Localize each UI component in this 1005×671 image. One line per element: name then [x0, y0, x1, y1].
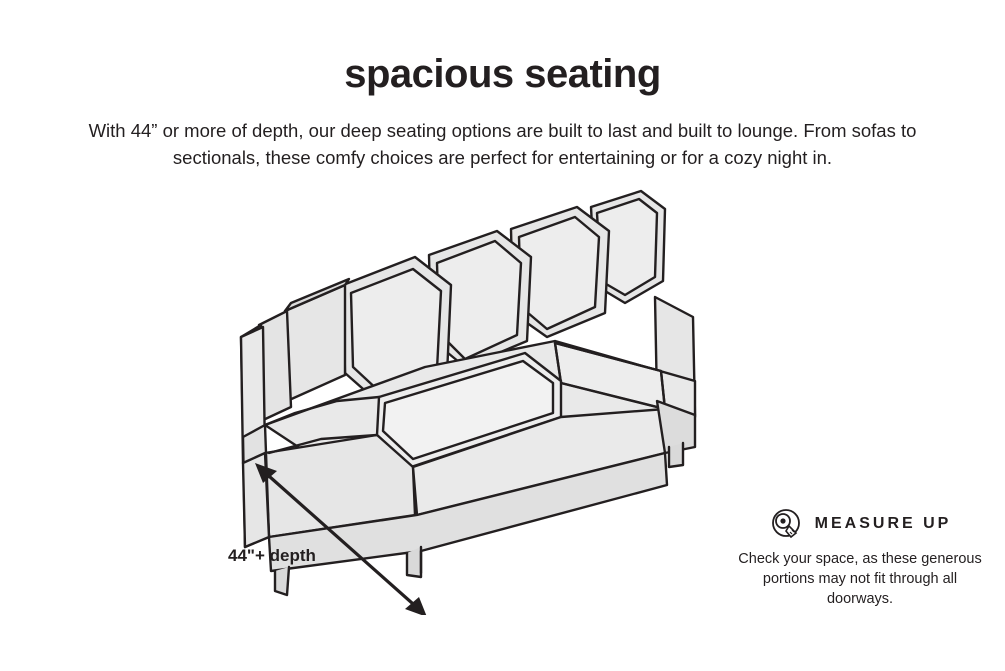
- measure-up-header: [735, 505, 985, 543]
- depth-dimension-label: 44"+ depth: [228, 546, 316, 565]
- measure-up-note: Check your space, as these generous portions may not fit through all doorways.: [738, 551, 982, 607]
- tape-measure-icon: [769, 507, 803, 541]
- measure-up-title: MEASURE UP: [814, 515, 952, 532]
- page-subhead: With 44” or more of depth, our deep seating options are built to last and built to lounge. From sofas to sectionals, these comfy choices are perfect for entertaining or for a cozy night in.: [88, 120, 917, 168]
- page-title: spacious seating: [344, 52, 661, 96]
- measure-up-callout: [735, 505, 985, 609]
